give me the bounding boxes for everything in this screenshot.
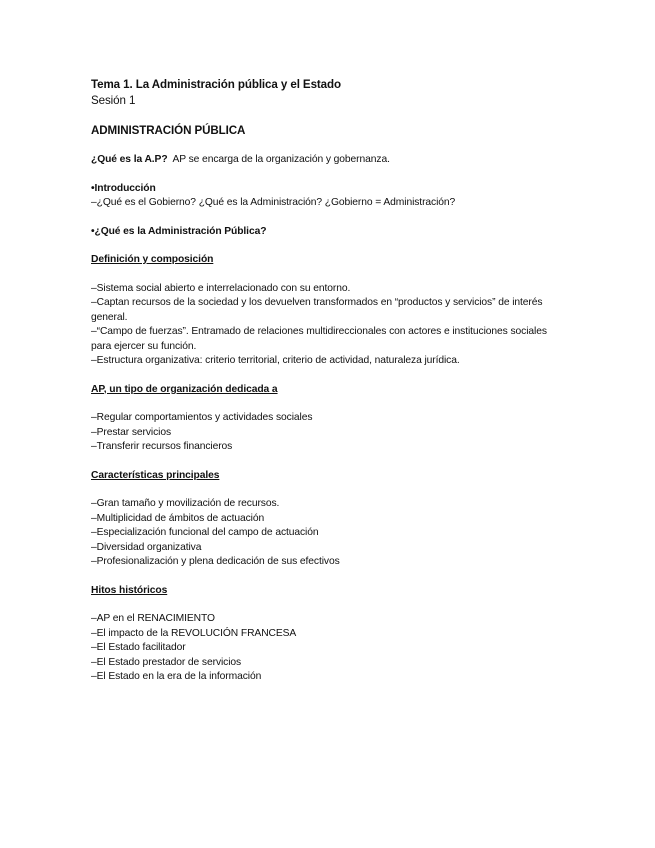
hitos-item: –El Estado en la era de la información: [91, 671, 262, 682]
session-label: Sesión 1: [91, 94, 136, 107]
caracteristicas-item: –Diversidad organizativa: [91, 541, 202, 553]
introduccion-heading: •Introducción: [91, 182, 156, 194]
hitos-heading: Hitos históricos: [91, 584, 168, 596]
tipo-organizacion-heading: AP, un tipo de organización dedicada a: [91, 383, 278, 395]
main-heading: ADMINISTRACIÓN PÚBLICA: [91, 124, 246, 137]
hitos-item: –El Estado facilitador: [91, 642, 186, 653]
definicion-item: –Sistema social abierto e interrelacionado con su entorno.: [91, 282, 351, 294]
tipo-organizacion-item: –Regular comportamientos y actividades sociales: [91, 412, 313, 423]
caracteristicas-item: –Profesionalización y plena dedicación de sus efectivos: [91, 556, 340, 567]
tipo-organizacion-item: –Prestar servicios: [91, 426, 172, 438]
hitos-item: –El impacto de la REVOLUCIÓN FRANCESA: [91, 627, 297, 639]
hitos-item: –AP en el RENACIMIENTO: [91, 613, 215, 624]
question-intro-answer: AP se encarga de la organización y gobernanza.: [172, 154, 390, 165]
question-intro-question: ¿Qué es la A.P?: [91, 154, 168, 165]
tipo-organizacion-item: –Transferir recursos financieros: [91, 441, 233, 452]
definicion-heading: Definición y composición: [91, 254, 214, 265]
definicion-item: –Estructura organizativa: criterio territorial, criterio de actividad, naturaleza jurídica.: [91, 355, 460, 366]
definicion-item: –Captan recursos de la sociedad y los devuelven transformados en “productos y servicios” de interés general.: [91, 297, 543, 323]
hitos-item: –El Estado prestador de servicios: [91, 656, 242, 668]
caracteristicas-item: –Multiplicidad de ámbitos de actuación: [91, 512, 265, 524]
document-content: [91, 77, 561, 685]
question-intro: [91, 153, 561, 168]
introduccion-item: –¿Qué es el Gobierno? ¿Qué es la Administración? ¿Gobierno = Administración?: [91, 197, 456, 208]
document-title: Tema 1. La Administración pública y el Estado: [91, 78, 341, 91]
caracteristicas-item: –Gran tamaño y movilización de recursos.: [91, 498, 280, 509]
caracteristicas-heading: Características principales: [91, 469, 220, 481]
definicion-item: –“Campo de fuerzas”. Entramado de relaciones multidireccionales con actores e instituciones sociales para ejercer su función.: [91, 326, 547, 352]
caracteristicas-item: –Especialización funcional del campo de actuación: [91, 527, 319, 538]
que-es-heading: •¿Qué es la Administración Pública?: [91, 225, 267, 237]
